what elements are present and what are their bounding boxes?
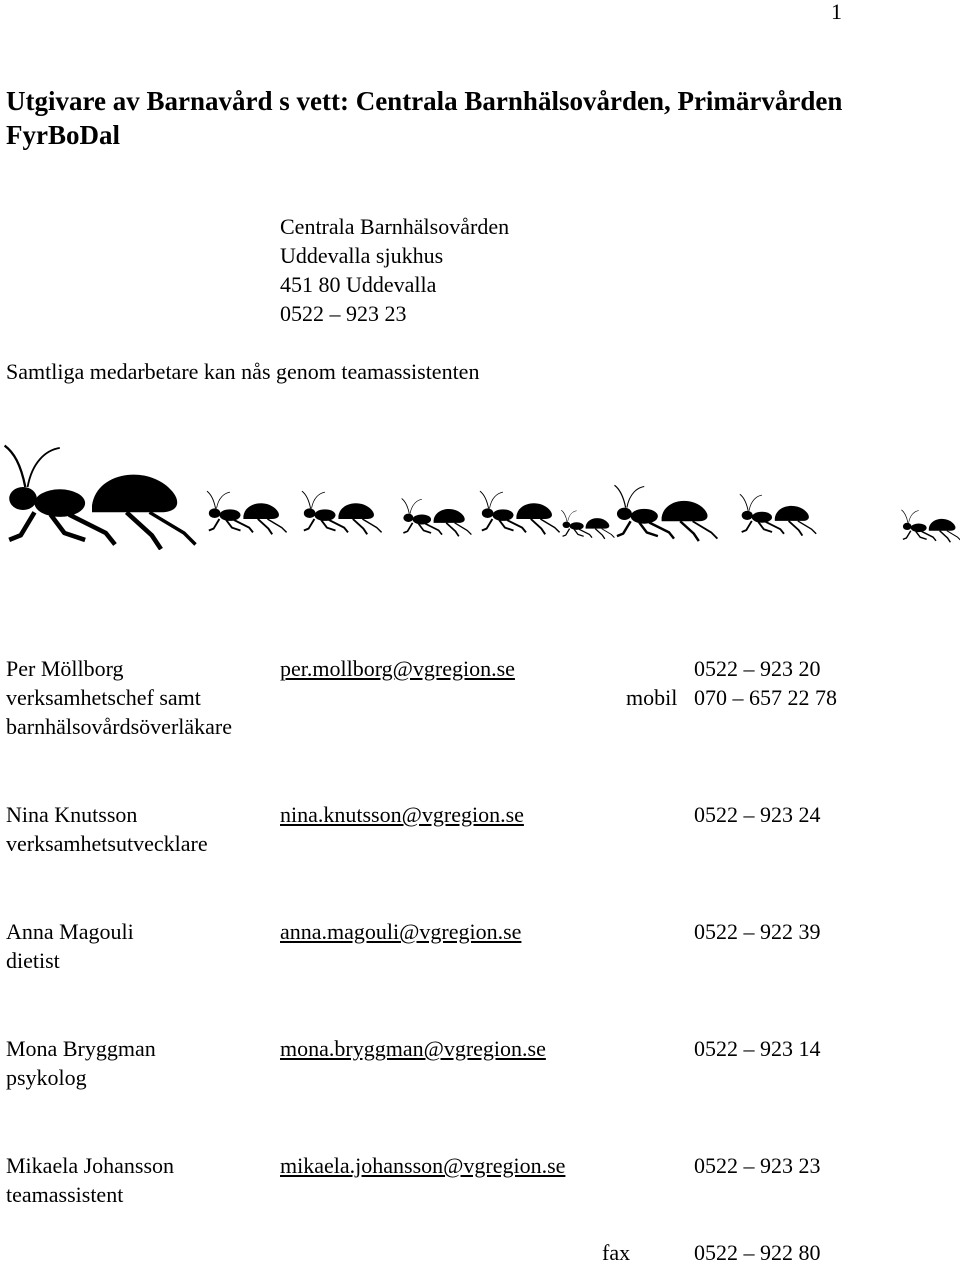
contact-email-link[interactable]: anna.magouli@vgregion.se	[280, 919, 522, 944]
contact-phone: 0522 – 923 24	[694, 802, 821, 827]
address-line-3: 451 80 Uddevalla	[280, 272, 437, 297]
fax-number: 0522 – 922 80	[694, 1240, 821, 1265]
ant-icon	[740, 494, 816, 535]
fax-label: fax	[602, 1240, 631, 1265]
contact-phone: 0522 – 923 14	[694, 1036, 821, 1061]
contact-email-link[interactable]: mikaela.johansson@vgregion.se	[280, 1153, 566, 1178]
contact-phone: 0522 – 922 39	[694, 919, 821, 944]
address-line-4: 0522 – 923 23	[280, 301, 407, 326]
page-title: Utgivare av Barnavård s vett: Centrala Barnhälsovården, Primärvården FyrBoDal	[6, 86, 843, 150]
contact-role: barnhälsovårdsöverläkare	[6, 714, 233, 739]
address-block	[280, 212, 509, 328]
contact-role: dietist	[6, 948, 60, 973]
ant-icon	[402, 498, 472, 536]
contact-phone: 0522 – 923 20	[694, 656, 821, 681]
ant-icon	[614, 485, 717, 541]
contact-email-link[interactable]: nina.knutsson@vgregion.se	[280, 802, 524, 827]
contact-name: Mikaela Johansson	[6, 1153, 175, 1178]
ant-icon	[302, 491, 382, 534]
ant-icon	[480, 491, 560, 534]
mobile-label: mobil	[626, 685, 678, 710]
contact-name: Anna Magouli	[6, 919, 134, 944]
page-number: 1	[831, 0, 842, 24]
contact-name: Mona Bryggman	[6, 1036, 156, 1061]
contact-mobile: 070 – 657 22 78	[694, 685, 837, 710]
contact-role: psykolog	[6, 1065, 87, 1090]
contact-phone: 0522 – 923 23	[694, 1153, 821, 1178]
ant-icon	[901, 510, 960, 542]
contact-role: verksamhetschef samt	[6, 685, 201, 710]
ant-row-illustration	[0, 440, 960, 550]
contact-email-link[interactable]: per.mollborg@vgregion.se	[280, 656, 515, 681]
contact-role: teamassistent	[6, 1182, 124, 1207]
ant-icon	[5, 446, 196, 549]
address-line-1: Centrala Barnhälsovården	[280, 214, 510, 239]
contact-name: Per Möllborg	[6, 656, 124, 681]
ant-icon	[561, 510, 614, 539]
contact-role: verksamhetsutvecklare	[6, 831, 208, 856]
contact-email-link[interactable]: mona.bryggman@vgregion.se	[280, 1036, 546, 1061]
address-line-2: Uddevalla sjukhus	[280, 243, 444, 268]
contact-name: Nina Knutsson	[6, 802, 138, 827]
contact-note: Samtliga medarbetare kan nås genom teamassistenten	[6, 359, 480, 384]
ant-icon	[207, 491, 287, 534]
